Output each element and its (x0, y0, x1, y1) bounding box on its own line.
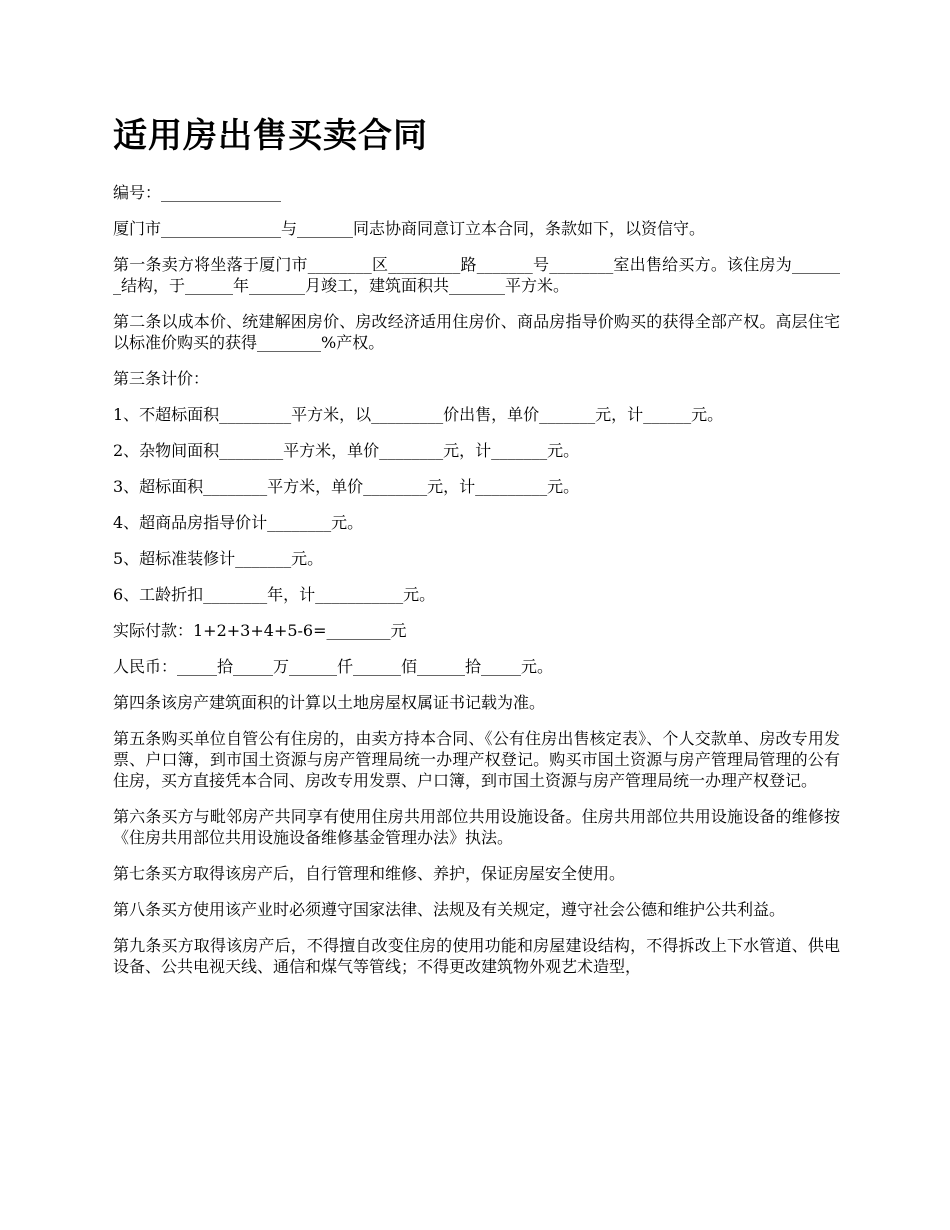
contract-number: 编号：_______________ (113, 183, 282, 202)
actual-payment: 实际付款：1+2+3+4+5-6=________元 (113, 621, 407, 640)
article-7: 第七条买方取得该房产后，自行管理和维修、养护，保证房屋安全使用。 (113, 864, 626, 883)
rmb-amount: 人民币：_____拾_____万______仟______佰______拾_____元。 (113, 657, 554, 676)
preamble: 厦门市_______________与_______同志协商同意订立本合同，条款如下，以资信守。 (113, 219, 706, 238)
article-1: 第一条卖方将坐落于厦门市________区_________路_______号________室出售给买方。该住房为_______结构，于______年_______月竣工，建筑面积共_______平方米。 (113, 255, 840, 295)
pricing-item-1: 1、不超标面积_________平方米，以_________价出售，单价_______元，计______元。 (113, 405, 724, 424)
article-3-heading: 第三条计价： (113, 369, 210, 388)
pricing-item-3: 3、超标面积________平方米，单价________元，计_________元。 (113, 477, 580, 496)
article-5: 第五条购买单位自管公有住房的，由卖方持本合同、《公有住房出售核定表》、个人交款单、房改专用发票、户口簿，到市国土资源与房产管理局统一办理产权登记。购买市国土资源与房产管理局管理的公有住房，买方直接凭本合同、房改专用发票、户口簿，到市国土资源与房产管理局统一办理产权登记。 (113, 729, 840, 790)
pricing-item-6: 6、工龄折扣________年，计___________元。 (113, 585, 436, 604)
pricing-item-4: 4、超商品房指导价计________元。 (113, 513, 364, 532)
pricing-item-2: 2、杂物间面积________平方米，单价________元，计_______元。 (113, 441, 580, 460)
article-8: 第八条买方使用该产业时必须遵守国家法律、法规及有关规定，遵守社会公德和维护公共利益。 (113, 900, 786, 919)
article-6: 第六条买方与毗邻房产共同享有使用住房共用部位共用设施设备。住房共用部位共用设施设备的维修按《住房共用部位共用设施设备维修基金管理办法》执法。 (113, 807, 840, 847)
article-9: 第九条买方取得该房产后，不得擅自改变住房的使用功能和房屋建设结构，不得拆改上下水管道、供电设备、公共电视天线、通信和煤气等管线；不得更改建筑物外观艺术造型， (113, 936, 840, 976)
article-4: 第四条该房产建筑面积的计算以土地房屋权属证书记载为准。 (113, 693, 546, 712)
contract-title: 适用房出售买卖合同 (113, 116, 428, 156)
pricing-item-5: 5、超标准装修计_______元。 (113, 549, 324, 568)
article-2: 第二条以成本价、统建解困房价、房改经济适用住房价、商品房指导价购买的获得全部产权。高层住宅以标准价购买的获得________%产权。 (113, 312, 840, 352)
